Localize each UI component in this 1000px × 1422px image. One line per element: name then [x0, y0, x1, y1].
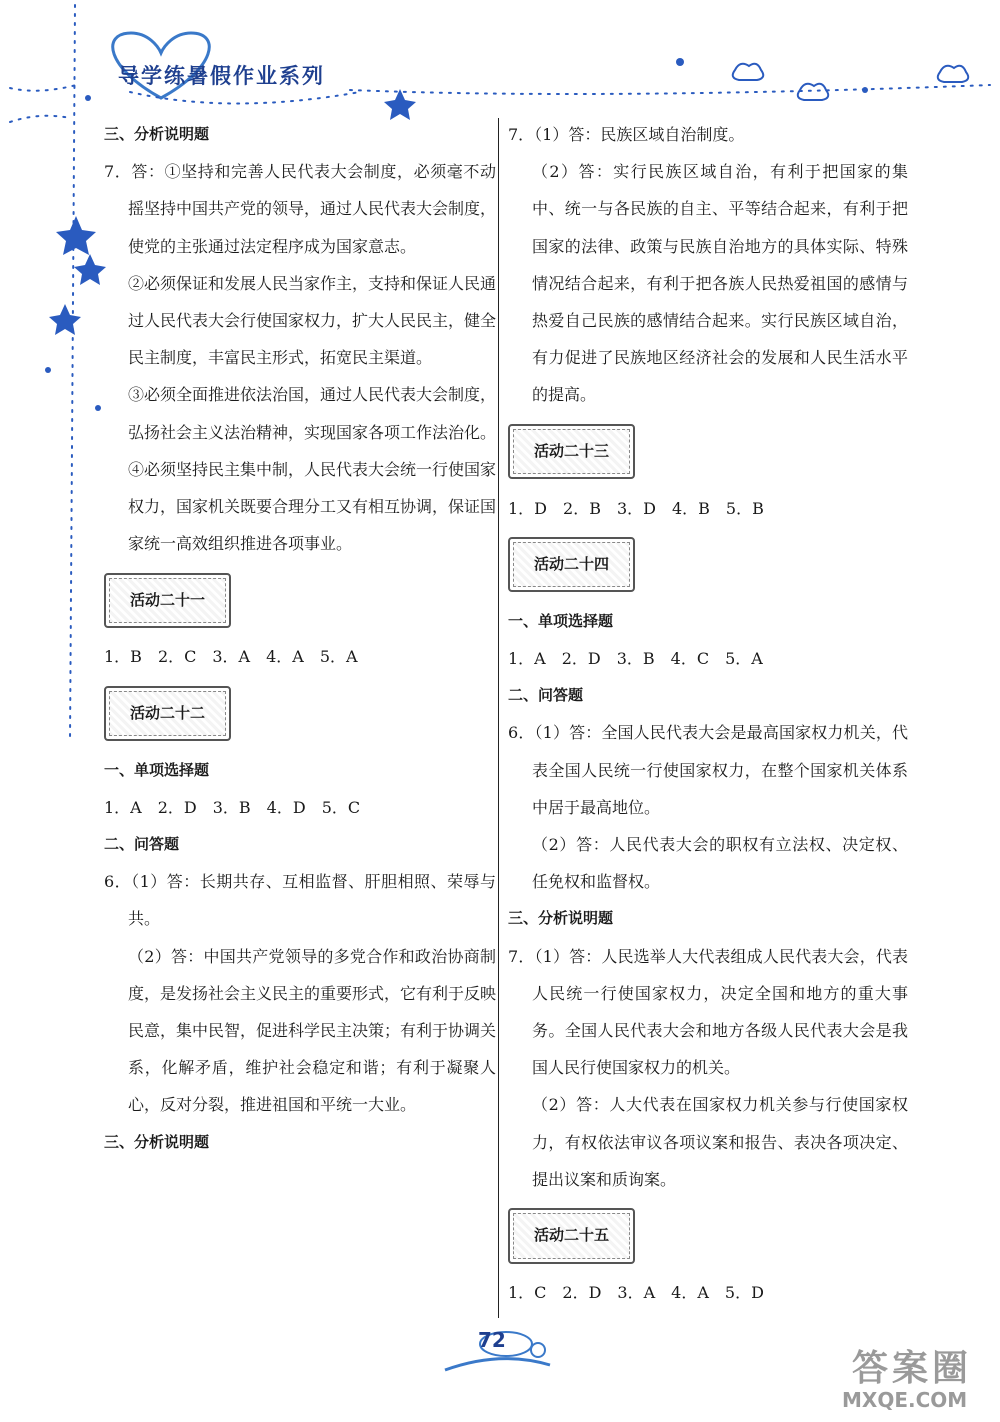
- watermark-url: MXQE.COM: [842, 1388, 968, 1412]
- answer-paragraph: 6．（1）答：全国人民代表大会是最高国家权力机关，代表全国人民统一行使国家权力，在整个国家机关体系中居于最高地位。: [508, 723, 908, 817]
- section-heading: 一、单项选择题: [508, 611, 614, 630]
- section-heading: 二、问答题: [508, 686, 584, 705]
- section-heading: 二、问答题: [104, 835, 180, 854]
- activity-title: 活动二十一: [109, 578, 226, 623]
- page-number: 72: [478, 1328, 506, 1352]
- answer-paragraph: 7．（1）答：人民选举人大代表组成人民代表大会，代表人民统一行使国家权力，决定全国和地方的重大事务。全国人民代表大会和地方各级人民代表大会是我国人民行使国家权力的机关。: [508, 946, 908, 1078]
- section-heading: 一、单项选择题: [104, 760, 210, 779]
- section-heading: 三、分析说明题: [508, 909, 614, 928]
- activity-title: 活动二十二: [109, 691, 226, 736]
- activity-badge: [508, 537, 635, 592]
- answer-list: 1．A 2．D 3．B 4．D 5．C: [104, 797, 361, 817]
- left-column: [104, 116, 496, 1161]
- right-column: [508, 116, 908, 1311]
- activity-badge: [508, 424, 635, 479]
- answer-paragraph: 7．答：①坚持和完善人民代表大会制度，必须毫不动摇坚持中国共产党的领导，通过人民代表大会制度，使党的主张通过法定程序成为国家意志。: [104, 162, 497, 256]
- activity-title: 活动二十五: [513, 1213, 630, 1258]
- answer-paragraph: （2）答：人大代表在国家权力机关参与行使国家权力，有权依法审议各项议案和报告、表决各项决定、提出议案和质询案。: [532, 1095, 908, 1189]
- section-heading: 三、分析说明题: [104, 1132, 210, 1151]
- watermark-logo: 答案圈: [852, 1348, 973, 1389]
- answer-paragraph: ②必须保证和发展人民当家作主，支持和保证人民通过人民代表大会行使国家权力，扩大人民民主，健全民主制度，丰富民主形式，拓宽民主渠道。: [128, 273, 497, 368]
- answer-paragraph: 7．（1）答：民族区域自治制度。: [508, 125, 745, 144]
- answer-paragraph: （2）答：中国共产党领导的多党合作和政治协商制度，是发扬社会主义民主的重要形式，它有利于反映民意，集中民智，促进科学民主决策；有利于协调关系，化解矛盾，维护社会稳定和谐；有利于凝聚人心，反对分裂，推进祖国和平统一大业。: [128, 946, 497, 1115]
- section-heading: 三、分析说明题: [104, 125, 210, 143]
- activity-title: 活动二十三: [513, 429, 630, 474]
- answer-paragraph: （2）答：人民代表大会的职权有立法权、决定权、任免权和监督权。: [532, 835, 908, 892]
- series-title: 导学练暑假作业系列: [118, 64, 325, 88]
- answer-paragraph: ④必须坚持民主集中制，人民代表大会统一行使国家权力，国家机关既要合理分工又有相互协调，保证国家统一高效组织推进各项事业。: [128, 459, 497, 554]
- answer-list: 1．A 2．D 3．B 4．C 5．A: [508, 649, 763, 669]
- activity-badge: [508, 1208, 635, 1263]
- answer-paragraph: 6．（1）答：长期共存、互相监督、肝胆相照、荣辱与共。: [104, 872, 496, 929]
- answer-list: 1．B 2．C 3．A 4．A 5．A: [104, 647, 358, 667]
- answer-paragraph: ③必须全面推进依法治国，通过人民代表大会制度，弘扬社会主义法治精神，实现国家各项工作法治化。: [128, 385, 497, 442]
- activity-badge: [104, 573, 231, 628]
- answer-list: 1．D 2．B 3．D 4．B 5．B: [508, 498, 764, 518]
- activity-title: 活动二十四: [513, 542, 630, 587]
- activity-badge: [104, 686, 231, 741]
- answer-list: 1．C 2．D 3．A 4．A 5．D: [508, 1283, 764, 1303]
- column-divider: [498, 118, 499, 1318]
- answer-paragraph: （2）答：实行民族区域自治，有利于把国家的集中、统一与各民族的自主、平等结合起来，有利于把国家的法律、政策与民族自治地方的具体实际、特殊情况结合起来，有利于把各族人民热爱祖国的感情与热爱自己民族的感情结合起来。实行民族区域自治，有力促进了民族地区经济社会的发展和人民生活水平的提高。: [532, 162, 908, 405]
